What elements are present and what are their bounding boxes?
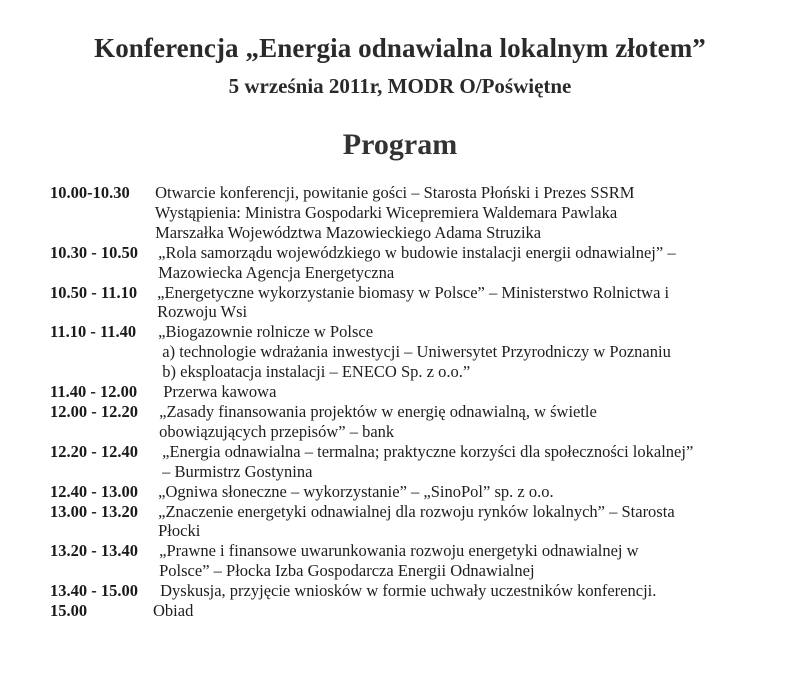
program-description xyxy=(158,442,780,482)
program-row xyxy=(50,442,780,482)
program-list xyxy=(50,183,780,621)
program-row xyxy=(50,541,780,581)
program-description xyxy=(154,502,780,542)
document-subtitle: 5 września 2011r, MODR O/Poświętne xyxy=(228,74,572,98)
program-description-line: „Biogazownie rolnicze w Polsce xyxy=(154,322,374,342)
program-description-line: Otwarcie konferencji, powitanie gości – Starosta Płoński i Prezes SSRM xyxy=(151,183,635,202)
program-row xyxy=(50,502,780,542)
program-description xyxy=(154,322,780,382)
program-description-line: Polsce” – Płocka Izba Gospodarcza Energii Odnawialnej xyxy=(155,561,535,581)
program-description-line: Dyskusja, przyjęcie wniosków w formie uchwały uczestników konferencji. xyxy=(156,581,657,601)
program-row xyxy=(50,482,780,502)
program-description-line: Wystąpienia: Ministra Gospodarki Wicepremiera Waldemara Pawlaka xyxy=(151,202,618,222)
program-description xyxy=(153,283,780,323)
program-description xyxy=(156,581,780,601)
program-description-line: b) eksploatacja instalacji – ENECO Sp. z o.o.” xyxy=(154,362,471,382)
program-description-line: „Ogniwa słoneczne – wykorzystanie” – „SinoPol” sp. z o.o. xyxy=(154,481,554,501)
program-description-line: Marszałka Województwa Mazowieckiego Adama Struzika xyxy=(151,222,542,242)
program-time: 15.00 xyxy=(50,601,88,621)
program-description-line: obowiązujących przepisów” – bank xyxy=(155,421,395,441)
document-title: Konferencja „Energia odnawialna lokalnym złotem” xyxy=(94,33,706,63)
program-time: 11.10 - 11.40 xyxy=(50,322,137,342)
program-row xyxy=(50,601,780,621)
program-description-line: „Rola samorządu wojewódzkiego w budowie instalacji energii odnawialnej” – xyxy=(154,242,676,262)
program-description-line: „Energia odnawialna – termalna; praktyczne korzyści dla społeczności lokalnej” xyxy=(158,441,694,461)
program-time: 13.40 - 15.00 xyxy=(50,581,138,601)
program-time: 10.30 - 10.50 xyxy=(50,242,138,262)
program-description-line: a) technologie wdrażania inwestycji – Uniwersytet Przyrodniczy w Poznaniu xyxy=(154,342,671,362)
program-row xyxy=(50,402,780,442)
program-description-line: „Zasady finansowania projektów w energię odnawialną, w świetle xyxy=(155,401,597,421)
program-description xyxy=(154,482,780,502)
program-row xyxy=(50,183,780,243)
program-time: 13.20 - 13.40 xyxy=(50,541,138,561)
program-description-line: Obiad xyxy=(153,601,194,621)
program-description-line: Płocki xyxy=(154,521,201,541)
program-description-line: „Znaczenie energetyki odnawialnej dla rozwoju rynków lokalnych” – Starosta xyxy=(154,501,675,521)
program-time: 10.50 - 11.10 xyxy=(50,282,138,302)
program-time: 12.00 - 12.20 xyxy=(50,401,138,421)
program-time: 13.00 - 13.20 xyxy=(50,501,138,521)
program-time: 12.20 - 12.40 xyxy=(50,441,138,461)
program-description-line: Przerwa kawowa xyxy=(155,382,277,402)
program-description xyxy=(155,541,780,581)
program-description xyxy=(100,601,780,621)
program-row xyxy=(50,382,780,402)
program-heading: Program xyxy=(342,128,458,161)
program-description xyxy=(151,183,780,243)
program-time: 12.40 - 13.00 xyxy=(50,481,138,501)
program-description xyxy=(154,243,780,283)
program-row xyxy=(50,581,780,601)
program-description-line: „Energetyczne wykorzystanie biomasy w Polsce” – Ministerstwo Rolnictwa i xyxy=(153,282,670,302)
program-time: 10.00-10.30 xyxy=(50,183,130,202)
program-description xyxy=(155,382,780,402)
program-description-line: Mazowiecka Agencja Energetyczna xyxy=(154,262,395,282)
program-description-line: Rozwoju Wsi xyxy=(153,302,248,322)
program-time: 11.40 - 12.00 xyxy=(50,382,138,402)
program-row xyxy=(50,322,780,382)
program-row xyxy=(50,283,780,323)
program-row xyxy=(50,243,780,283)
program-description xyxy=(155,402,780,442)
program-description-line: „Prawne i finansowe uwarunkowania rozwoju energetyki odnawialnej w xyxy=(155,541,639,561)
program-description-line: – Burmistrz Gostynina xyxy=(158,461,313,481)
